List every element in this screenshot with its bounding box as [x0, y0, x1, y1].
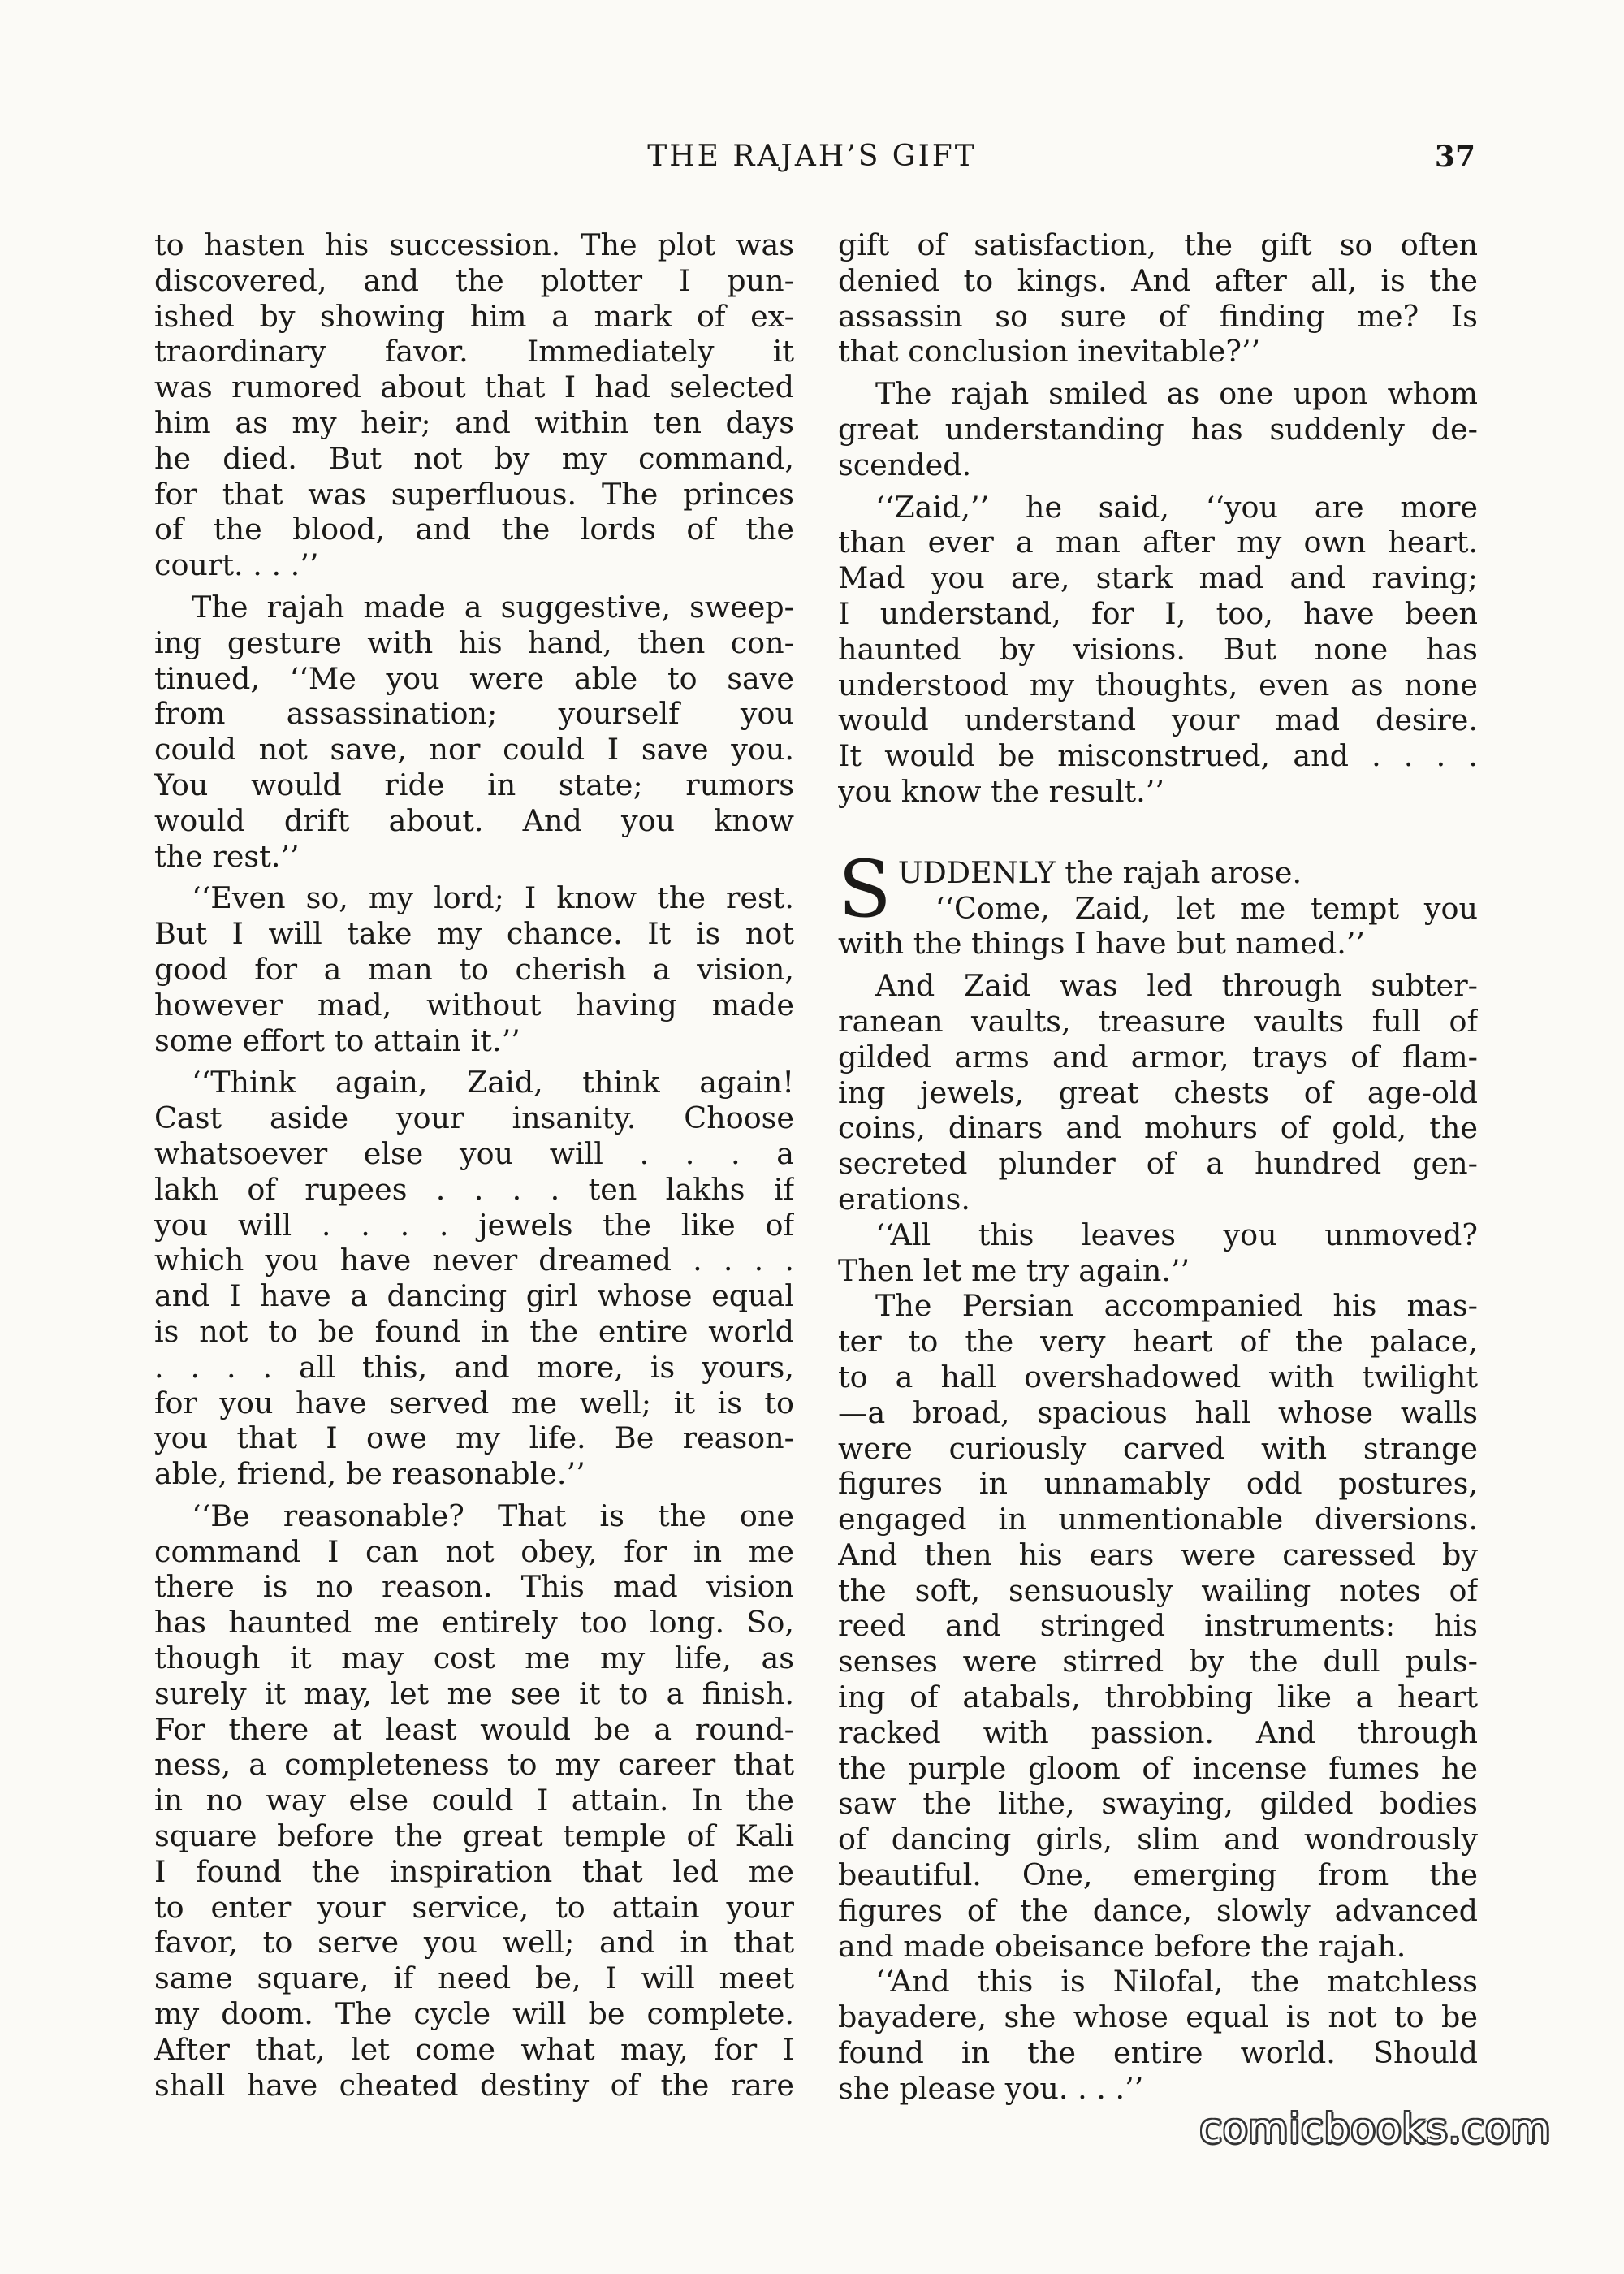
text-line: for that was superfluous. The princes [154, 476, 794, 512]
text-line: he died. But not by my command, [154, 440, 794, 476]
text-line: was rumored about that I had selected [154, 370, 794, 405]
section-gap [838, 810, 1478, 855]
paragraph-gap [838, 483, 1478, 490]
text-line: command I can not obey, for in me [154, 1533, 794, 1569]
text-line: same square, if need be, I will meet [154, 1961, 794, 1996]
running-title: THE RAJAH’S GIFT [647, 140, 977, 173]
text-line: discovered, and the plotter I pun- [154, 262, 794, 298]
text-line: Then let me try again.’’ [838, 1252, 1190, 1288]
text-line: of the blood, and the lords of the [154, 512, 794, 547]
text-line: reed and stringed instruments: his [838, 1608, 1478, 1644]
text-line: surely it may, let me see it to a finish. [154, 1675, 794, 1711]
text-line: ing of atabals, throbbing like a heart [838, 1680, 1478, 1715]
text-line: you know the result.’’ [838, 773, 1164, 809]
text-line: ‘‘All this leaves you unmoved? [875, 1217, 1478, 1252]
paragraph-gap [154, 1492, 794, 1498]
text-line: is not to be found in the entire world [154, 1313, 794, 1349]
text-line: The rajah made a suggestive, sweep- [192, 589, 794, 625]
text-line: beautiful. One, emerging from the [838, 1857, 1478, 1893]
text-line: for you have served me well; it is to [154, 1385, 794, 1420]
text-line: you will . . . . jewels the like of [154, 1207, 794, 1243]
text-line: engaged in unmentionable diversions. [838, 1502, 1478, 1537]
text-line: tinued, ‘‘Me you were able to save [154, 660, 794, 696]
text-line: lakh of rupees . . . . ten lakhs if [154, 1171, 794, 1207]
text-line: After that, let come what may, for I [154, 2031, 794, 2067]
text-line: senses were stirred by the dull puls- [838, 1644, 1478, 1680]
text-line: And then his ears were caressed by [838, 1537, 1478, 1572]
text-line: I understand, for I, too, have been [838, 595, 1478, 631]
drop-cap-letter: S [838, 843, 892, 935]
text-line: The Persian accompanied his mas- [875, 1288, 1478, 1324]
text-line: though it may cost me my life, as [154, 1641, 794, 1676]
text-line: bayadere, she whose equal is not to be [838, 1999, 1478, 2035]
text-line: —a broad, spacious hall whose walls [838, 1394, 1478, 1430]
text-line: the purple gloom of incense fumes he [838, 1750, 1478, 1786]
right-column [838, 227, 1478, 2107]
page-header [0, 140, 1624, 188]
paragraph-gap [154, 874, 794, 880]
text-line: traordinary favor. Immediately it [154, 334, 794, 370]
text-line: You would ride in state; rumors [154, 767, 794, 802]
text-line: ‘‘Be reasonable? That is the one [192, 1498, 794, 1533]
text-line: ished by showing him a mark of ex- [154, 298, 794, 334]
text-line-body: UDDENLY the rajah arose. [897, 854, 1302, 890]
text-line: to hasten his succession. The plot was [154, 227, 794, 262]
text-line: would drift about. And you know [154, 802, 794, 838]
text-line: ‘‘Zaid,’’ he said, ‘‘you are more [875, 489, 1478, 525]
text-line: in no way else could I attain. In the [154, 1783, 794, 1818]
text-line: assassin so sure of finding me? Is [838, 298, 1478, 334]
paragraph-gap [154, 583, 794, 590]
page-number: 37 [1434, 140, 1475, 174]
text-line: I found the inspiration that led me [154, 1853, 794, 1889]
text-line: were curiously carved with strange [838, 1430, 1478, 1466]
text-line: coins, dinars and mohurs of gold, the [838, 1110, 1478, 1146]
text-line: Cast aside your insanity. Choose [154, 1100, 794, 1136]
text-line: figures of the dance, slowly advanced [838, 1892, 1478, 1928]
text-line: the soft, sensuously wailing notes of [838, 1572, 1478, 1608]
text-line: has haunted me entirely too long. So, [154, 1605, 794, 1641]
left-column [154, 227, 794, 2103]
text-line: For there at least would be a round- [154, 1711, 794, 1747]
text-line: good for a man to cherish a vision, [154, 951, 794, 987]
text-line: denied to kings. And after all, is the [838, 262, 1478, 298]
text-line: shall have cheated destiny of the rare [154, 2067, 794, 2103]
text-line: gift of satisfaction, the gift so often [838, 227, 1478, 262]
text-line: however mad, without having made [154, 987, 794, 1022]
text-line: with the things I have but named.’’ [838, 926, 1366, 962]
text-line: which you have never dreamed . . . . [154, 1243, 794, 1278]
paragraph-gap [838, 962, 1478, 968]
paragraph-gap [154, 1058, 794, 1065]
text-line: But I will take my chance. It is not [154, 916, 794, 952]
text-line: him as my heir; and within ten days [154, 404, 794, 440]
text-line: ranean vaults, treasure vaults full of [838, 1003, 1478, 1039]
text-line: ‘‘Even so, my lord; I know the rest. [192, 880, 794, 916]
text-line: saw the lithe, swaying, gilded bodies [838, 1786, 1478, 1822]
text-line: gilded arms and armor, trays of flam- [838, 1039, 1478, 1074]
text-line: to enter your service, to attain your [154, 1889, 794, 1925]
text-line: there is no reason. This mad vision [154, 1569, 794, 1605]
text-line: ing gesture with his hand, then con- [154, 625, 794, 660]
text-line: square before the great temple of Kali [154, 1818, 794, 1854]
text-line: and I have a dancing girl whose equal [154, 1278, 794, 1314]
text-line: figures in unnamably odd postures, [838, 1466, 1478, 1502]
text-line: ‘‘And this is Nilofal, the matchless [875, 1964, 1478, 1999]
text-line: It would be misconstrued, and . . . . [838, 738, 1478, 774]
text-line: And Zaid was led through subter- [875, 968, 1478, 1004]
text-line: and made obeisance before the rajah. [838, 1928, 1406, 1964]
text-line: The rajah smiled as one upon whom [875, 376, 1478, 412]
text-line: that conclusion inevitable?’’ [838, 334, 1261, 370]
text-line: she please you. . . .’’ [838, 2070, 1144, 2106]
text-line: favor, to serve you well; and in that [154, 1925, 794, 1961]
text-line: understood my thoughts, even as none [838, 667, 1478, 703]
text-line: haunted by visions. But none has [838, 631, 1478, 667]
watermark-logo: comicbooks.com [1199, 2105, 1551, 2152]
text-line: scended. [838, 447, 972, 482]
text-line: ter to the very heart of the palace, [838, 1324, 1478, 1360]
text-line: able, friend, be reasonable.’’ [154, 1456, 585, 1492]
text-line: ‘‘Come, Zaid, let me tempt you [935, 890, 1478, 926]
text-line: you that I owe my life. Be reason- [154, 1420, 794, 1456]
text-line: my doom. The cycle will be complete. [154, 1996, 794, 2032]
text-line: to a hall overshadowed with twilight [838, 1359, 1478, 1394]
text-line: than ever a man after my own heart. [838, 525, 1478, 560]
text-line: erations. [838, 1181, 970, 1217]
text-line: whatsoever else you will . . . a [154, 1135, 794, 1171]
text-line: secreted plunder of a hundred gen- [838, 1146, 1478, 1182]
text-line: could not save, nor could I save you. [154, 732, 794, 767]
text-line: from assassination; yourself you [154, 696, 794, 732]
text-line: Mad you are, stark mad and raving; [838, 560, 1478, 596]
paragraph-gap [838, 370, 1478, 376]
text-line: would understand your mad desire. [838, 703, 1478, 738]
text-line: great understanding has suddenly de- [838, 411, 1478, 447]
text-line: racked with passion. And through [838, 1714, 1478, 1750]
text-line: ing jewels, great chests of age-old [838, 1074, 1478, 1110]
text-line: court. . . .’’ [154, 547, 319, 583]
text-line: the rest.’’ [154, 838, 300, 874]
text-line: some effort to attain it.’’ [154, 1022, 520, 1058]
text-line: ness, a completeness to my career that [154, 1747, 794, 1783]
text-line: . . . . all this, and more, is yours, [154, 1349, 794, 1385]
text-line: found in the entire world. Should [838, 2035, 1478, 2071]
text-line: ‘‘Think again, Zaid, think again! [192, 1065, 794, 1100]
text-line: of dancing girls, slim and wondrously [838, 1822, 1478, 1857]
